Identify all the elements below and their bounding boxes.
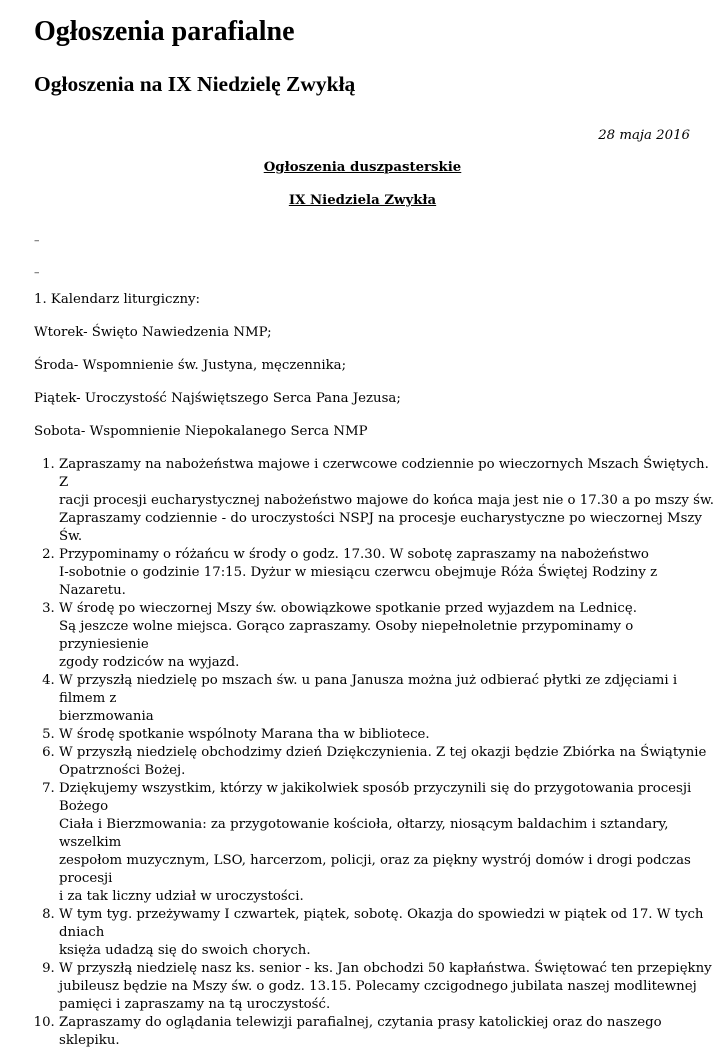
announcement-date: 28 maja 2016 — [598, 128, 690, 143]
announcements-list — [34, 456, 719, 1050]
announcement-line: Ciała i Bierzmowania: za przygotowanie kościoła, ołtarzy, niosącym baldachim i sztandary, wszelkim — [59, 817, 669, 850]
announcement-line: racji procesji eucharystycznej nabożeństwo majowe do końca maja jest nie o 17.30 a po mszy św. — [59, 493, 715, 508]
section-heading-pastoral: Ogłoszenia duszpasterskie — [263, 160, 462, 175]
announcement-line: Są jeszcze wolne miejsca. Gorąco zapraszamy. Osoby niepełnoletnie przypominamy o przyniesienie — [59, 619, 634, 652]
calendar-entry: Piątek- Uroczystość Najświętszego Serca Pana Jezusa; — [34, 391, 401, 406]
announcement-line: 7. Dziękujemy wszystkim, którzy w jakikolwiek sposób przyczynili się do przygotowania procesji Bożego — [59, 781, 692, 814]
announcement-line: 6. W przyszłą niedzielę obchodzimy dzień Dziękczynienia. Z tej okazji będzie Zbiórka na Świątynie — [59, 745, 707, 760]
announcement-item — [59, 906, 719, 960]
announcement-line: 4. W przyszłą niedzielę po mszach św. u pana Janusza można już odbierać płytki ze zdjęciami i filmem z — [59, 673, 678, 706]
announcement-line: pamięci i zapraszamy na tą uroczystość. — [59, 997, 331, 1012]
announcement-item — [59, 672, 719, 726]
announcement-item — [59, 546, 719, 600]
announcement-item — [59, 600, 719, 672]
separator-dash: – — [34, 266, 40, 279]
announcement-line: Opatrzności Bożej. — [59, 763, 186, 778]
announcement-line: zgody rodziców na wyjazd. — [59, 655, 240, 670]
announcement-item — [59, 456, 719, 546]
calendar-label: 1. Kalendarz liturgiczny: — [34, 292, 201, 307]
announcement-line: jubileusz będzie na Mszy św. o godz. 13.15. Polecamy czcigodnego jubilata naszej modlitewnej — [59, 979, 697, 994]
announcement-line: Zapraszamy codziennie - do uroczystości NSPJ na procesje eucharystyczne po wieczornej Mszy Św. — [59, 511, 702, 544]
announcement-line: 3. W środę po wieczornej Mszy św. obowiązkowe spotkanie przed wyjazdem na Lednicę. — [59, 601, 637, 616]
announcement-item — [59, 780, 719, 906]
announcement-line: 10. Zapraszamy do oglądania telewizji parafialnej, czytania prasy katolickiej oraz do naszego sklepiku. — [59, 1015, 662, 1048]
announcement-line: 1. Zapraszamy na nabożeństwa majowe i czerwcowe codziennie po wieczornych Mszach Świętych. Z — [59, 457, 709, 490]
announcement-line: zespołom muzycznym, LSO, harcerzom, policji, oraz za piękny wystrój domów i drogi podczas procesji — [59, 853, 691, 886]
announcement-line: 5. W środę spotkanie wspólnoty Marana tha w bibliotece. — [59, 727, 430, 742]
section-heading-sunday: IX Niedziela Zwykła — [288, 193, 437, 208]
announcement-line: 9. W przyszłą niedzielę nasz ks. senior - ks. Jan obchodzi 50 kapłaństwa. Świętować ten przepiękny — [59, 961, 712, 976]
page-subtitle: Ogłoszenia na IX Niedzielę Zwykłą — [34, 72, 356, 96]
separator-dash: – — [34, 234, 40, 247]
calendar-entry: Środa- Wspomnienie św. Justyna, męczennika; — [34, 358, 347, 373]
announcement-item — [59, 1014, 719, 1050]
announcement-line: bierzmowania — [59, 709, 154, 724]
announcement-line: i za tak liczny udział w uroczystości. — [59, 889, 304, 904]
calendar-entry: Sobota- Wspomnienie Niepokalanego Serca NMP — [34, 424, 368, 439]
page-title: Ogłoszenia parafialne — [34, 16, 295, 47]
announcement-line: 2. Przypominamy o różańcu w środy o godz. 17.30. W sobotę zapraszamy na nabożeństwo — [59, 547, 649, 562]
announcement-item — [59, 960, 719, 1014]
announcement-line: 8. W tym tyg. przeżywamy I czwartek, piątek, sobotę. Okazja do spowiedzi w piątek od 17. W tych dniach — [59, 907, 704, 940]
announcement-line: I-sobotnie o godzinie 17:15. Dyżur w miesiącu czerwcu obejmuje Róża Świętej Rodziny z Nazaretu. — [59, 565, 658, 598]
announcement-item — [59, 744, 719, 780]
calendar-entry: Wtorek- Święto Nawiedzenia NMP; — [34, 325, 272, 340]
announcement-item — [59, 726, 719, 744]
announcement-line: księża udadzą się do swoich chorych. — [59, 943, 311, 958]
